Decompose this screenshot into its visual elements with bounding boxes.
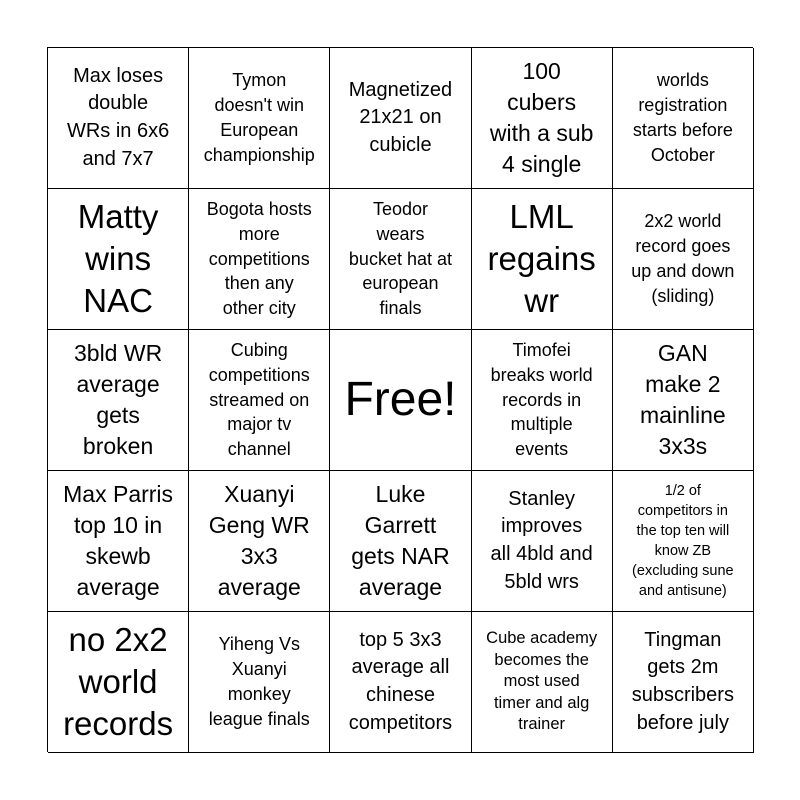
cell-text: Tingman gets 2m subscribers before july — [631, 628, 734, 734]
bingo-cell[interactable] — [472, 612, 613, 753]
bingo-cell[interactable] — [48, 471, 189, 612]
free-space-cell[interactable] — [330, 330, 471, 471]
bingo-board — [47, 47, 753, 752]
cell-text: Cubing competitions streamed on major tv channel — [208, 339, 310, 460]
cell-text: 1/2 of competitors in the top ten will know ZB (excluding sune and antisune) — [632, 483, 734, 599]
cell-text: 100 cubers with a sub 4 single — [489, 57, 594, 178]
cell-text: Tymon doesn't win European championship — [203, 70, 315, 165]
cell-text: Matty wins NAC — [77, 197, 159, 320]
cell-text: Luke Garrett gets NAR average — [351, 480, 450, 601]
cell-text: Magnetized 21x21 on cubicle — [348, 78, 453, 156]
cell-text: Yiheng Vs Xuanyi monkey league finals — [208, 634, 310, 729]
bingo-cell[interactable] — [613, 612, 754, 753]
bingo-cell[interactable] — [472, 189, 613, 330]
cell-text: Teodor wears bucket hat at european finals — [348, 198, 452, 319]
bingo-cell[interactable] — [613, 48, 754, 189]
bingo-cell[interactable] — [189, 48, 330, 189]
bingo-cell[interactable] — [189, 612, 330, 753]
bingo-cell[interactable] — [189, 189, 330, 330]
bingo-cell[interactable] — [189, 471, 330, 612]
bingo-cell[interactable] — [330, 48, 471, 189]
bingo-cell[interactable] — [330, 471, 471, 612]
cell-text: 2x2 world record goes up and down (sliding) — [631, 211, 735, 306]
bingo-cell[interactable] — [189, 330, 330, 471]
free-space-text: Free! — [344, 373, 457, 426]
bingo-cell[interactable] — [472, 471, 613, 612]
cell-text: Xuanyi Geng WR 3x3 average — [208, 480, 310, 601]
cell-text: Max Parris top 10 in skewb average — [63, 480, 174, 601]
cell-text: no 2x2 world records — [63, 620, 174, 743]
cell-text: Bogota hosts more competitions then any other city — [206, 198, 312, 319]
cell-text: Max loses double WRs in 6x6 and 7x7 — [66, 64, 170, 170]
cell-text: worlds registration starts before October — [632, 70, 733, 165]
bingo-cell[interactable] — [330, 612, 471, 753]
bingo-cell[interactable] — [472, 48, 613, 189]
cell-text: top 5 3x3 average all chinese competitors — [348, 628, 453, 734]
bingo-cell[interactable] — [330, 189, 471, 330]
cell-text: Cube academy becomes the most used timer and alg trainer — [486, 629, 598, 734]
bingo-cell[interactable] — [472, 330, 613, 471]
cell-text: GAN make 2 mainline 3x3s — [640, 339, 726, 460]
bingo-cell[interactable] — [613, 330, 754, 471]
bingo-cell[interactable] — [48, 612, 189, 753]
bingo-cell[interactable] — [613, 189, 754, 330]
cell-text: Timofei breaks world records in multiple events — [490, 339, 593, 460]
bingo-cell[interactable] — [613, 471, 754, 612]
cell-text: 3bld WR average gets broken — [73, 339, 163, 460]
bingo-cell[interactable] — [48, 330, 189, 471]
bingo-cell[interactable] — [48, 48, 189, 189]
cell-text: Stanley improves all 4bld and 5bld wrs — [490, 487, 593, 593]
bingo-cell[interactable] — [48, 189, 189, 330]
cell-text: LML regains wr — [487, 197, 596, 320]
